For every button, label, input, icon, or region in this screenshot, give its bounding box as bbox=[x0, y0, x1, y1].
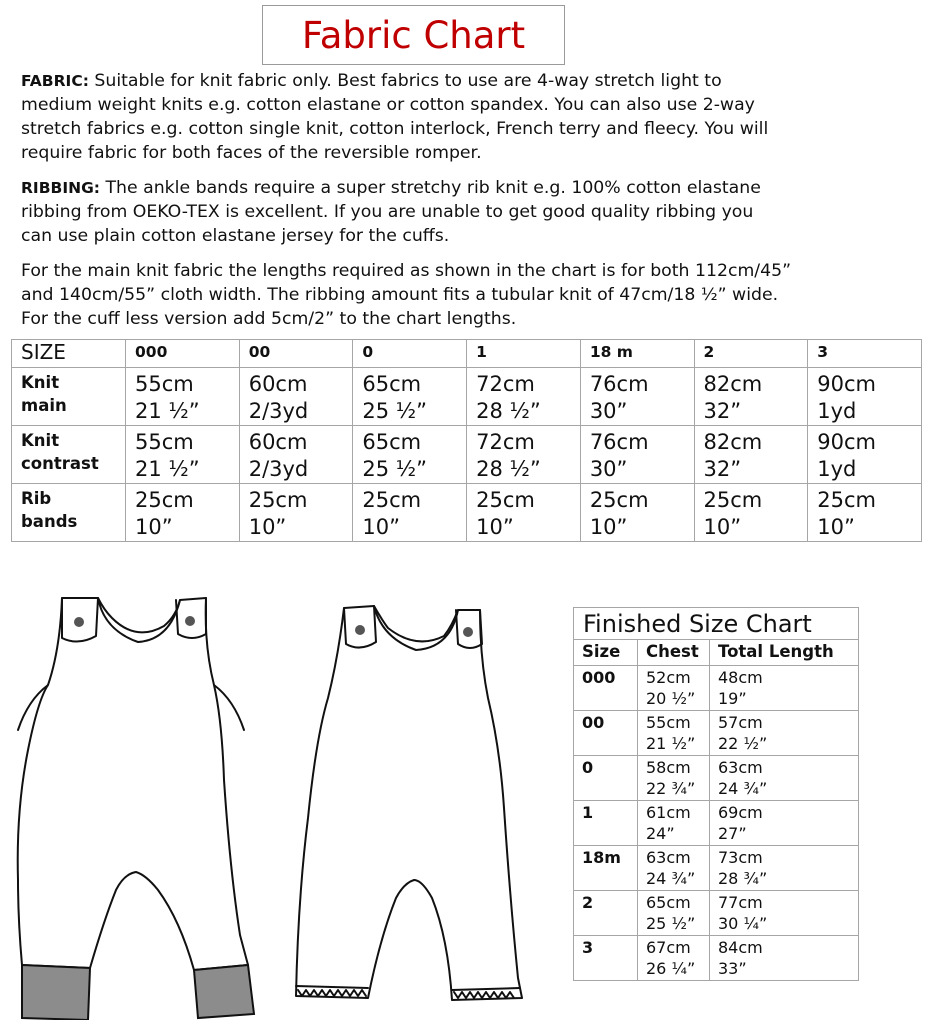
table-cell: 72cm 28 ½” bbox=[467, 368, 581, 426]
table-row bbox=[12, 426, 922, 484]
table-header-row bbox=[574, 640, 859, 666]
ribbing-text-2: ribbing from OEKO-TEX is excellent. If you are unable to get good quality ribbing you bbox=[21, 202, 754, 222]
ribbing-label: RIBBING: bbox=[21, 179, 100, 197]
table-cell: 25cm 10” bbox=[694, 484, 808, 542]
size-column-header: 2 bbox=[694, 340, 808, 368]
table-cell: 25cm 10” bbox=[353, 484, 467, 542]
table-cell: 60cm 2/3yd bbox=[239, 368, 353, 426]
width-note-paragraph bbox=[21, 259, 921, 331]
column-header: Size bbox=[574, 640, 638, 666]
length-cell: 84cm 33” bbox=[710, 936, 859, 981]
button-icon bbox=[185, 616, 195, 626]
button-icon bbox=[355, 625, 365, 635]
row-label: Rib bands bbox=[12, 484, 126, 542]
finished-size-table bbox=[573, 607, 859, 981]
size-cell: 2 bbox=[574, 891, 638, 936]
table-row bbox=[574, 801, 859, 846]
table-cell: 76cm 30” bbox=[580, 368, 694, 426]
size-column-header: 18 m bbox=[580, 340, 694, 368]
button-icon bbox=[463, 627, 473, 637]
note-text-1: For the main knit fabric the lengths required as shown in the chart is for both 112cm/45” bbox=[21, 261, 792, 281]
length-cell: 57cm 22 ½” bbox=[710, 711, 859, 756]
romper-cuffless-elastic-icon bbox=[292, 598, 554, 1018]
length-cell: 69cm 27” bbox=[710, 801, 859, 846]
table-cell: 72cm 28 ½” bbox=[467, 426, 581, 484]
chest-cell: 67cm 26 ¼” bbox=[638, 936, 710, 981]
table-cell: 55cm 21 ½” bbox=[126, 368, 240, 426]
column-header: Total Length bbox=[710, 640, 859, 666]
row-label: Knit main bbox=[12, 368, 126, 426]
fabric-label: FABRIC: bbox=[21, 72, 89, 90]
chest-cell: 65cm 25 ½” bbox=[638, 891, 710, 936]
size-cell: 00 bbox=[574, 711, 638, 756]
table-row bbox=[12, 368, 922, 426]
table-cell: 25cm 10” bbox=[808, 484, 922, 542]
ribbing-paragraph bbox=[21, 176, 921, 248]
table-row bbox=[574, 711, 859, 756]
table-cell: 55cm 21 ½” bbox=[126, 426, 240, 484]
table-cell: 65cm 25 ½” bbox=[353, 426, 467, 484]
table-cell: 65cm 25 ½” bbox=[353, 368, 467, 426]
table-header-row bbox=[12, 340, 922, 368]
table-cell: 82cm 32” bbox=[694, 368, 808, 426]
page-title: Fabric Chart bbox=[301, 13, 526, 57]
column-header: Chest bbox=[638, 640, 710, 666]
fabric-text-2: medium weight knits e.g. cotton elastane or cotton spandex. You can also use 2-way bbox=[21, 95, 755, 115]
finished-title-row bbox=[574, 608, 859, 640]
fabric-requirements-table bbox=[11, 339, 922, 542]
table-cell: 25cm 10” bbox=[126, 484, 240, 542]
size-column-header: 000 bbox=[126, 340, 240, 368]
size-cell: 3 bbox=[574, 936, 638, 981]
size-column-header: 1 bbox=[467, 340, 581, 368]
table-cell: 76cm 30” bbox=[580, 426, 694, 484]
table-row bbox=[574, 936, 859, 981]
chest-cell: 63cm 24 ¾” bbox=[638, 846, 710, 891]
fabric-paragraph bbox=[21, 69, 921, 165]
table-row bbox=[574, 891, 859, 936]
table-cell: 82cm 32” bbox=[694, 426, 808, 484]
table-cell: 25cm 10” bbox=[467, 484, 581, 542]
table-row bbox=[574, 666, 859, 711]
fabric-text-4: require fabric for both faces of the reversible romper. bbox=[21, 143, 482, 163]
note-text-2: and 140cm/55” cloth width. The ribbing amount fits a tubular knit of 47cm/18 ½” wide. bbox=[21, 285, 779, 305]
table-cell: 90cm 1yd bbox=[808, 426, 922, 484]
table-cell: 90cm 1yd bbox=[808, 368, 922, 426]
size-column-header: 00 bbox=[239, 340, 353, 368]
length-cell: 63cm 24 ¾” bbox=[710, 756, 859, 801]
size-cell: 18m bbox=[574, 846, 638, 891]
table-row bbox=[12, 484, 922, 542]
length-cell: 48cm 19” bbox=[710, 666, 859, 711]
size-cell: 1 bbox=[574, 801, 638, 846]
table-cell: 25cm 10” bbox=[580, 484, 694, 542]
button-icon bbox=[74, 617, 84, 627]
table-row bbox=[574, 846, 859, 891]
fabric-text-3: stretch fabrics e.g. cotton single knit, cotton interlock, French terry and fleecy. You will bbox=[21, 119, 769, 139]
table-cell: 60cm 2/3yd bbox=[239, 426, 353, 484]
chest-cell: 58cm 22 ¾” bbox=[638, 756, 710, 801]
size-cell: 0 bbox=[574, 756, 638, 801]
romper-with-rib-cuffs-icon bbox=[8, 590, 270, 1020]
table-row bbox=[574, 756, 859, 801]
chest-cell: 61cm 24” bbox=[638, 801, 710, 846]
size-header: SIZE bbox=[12, 340, 126, 368]
note-text-3: For the cuff less version add 5cm/2” to the chart lengths. bbox=[21, 309, 517, 329]
size-cell: 000 bbox=[574, 666, 638, 711]
fabric-text-1: Suitable for knit fabric only. Best fabrics to use are 4-way stretch light to bbox=[88, 71, 722, 91]
ribbing-text-1: The ankle bands require a super stretchy rib knit e.g. 100% cotton elastane bbox=[100, 178, 761, 198]
chest-cell: 52cm 20 ½” bbox=[638, 666, 710, 711]
title-box bbox=[262, 5, 565, 65]
ribbing-text-3: can use plain cotton elastane jersey for the cuffs. bbox=[21, 226, 450, 246]
finished-size-title: Finished Size Chart bbox=[574, 608, 859, 640]
table-cell: 25cm 10” bbox=[239, 484, 353, 542]
length-cell: 73cm 28 ¾” bbox=[710, 846, 859, 891]
length-cell: 77cm 30 ¼” bbox=[710, 891, 859, 936]
size-column-header: 0 bbox=[353, 340, 467, 368]
row-label: Knit contrast bbox=[12, 426, 126, 484]
chest-cell: 55cm 21 ½” bbox=[638, 711, 710, 756]
size-column-header: 3 bbox=[808, 340, 922, 368]
